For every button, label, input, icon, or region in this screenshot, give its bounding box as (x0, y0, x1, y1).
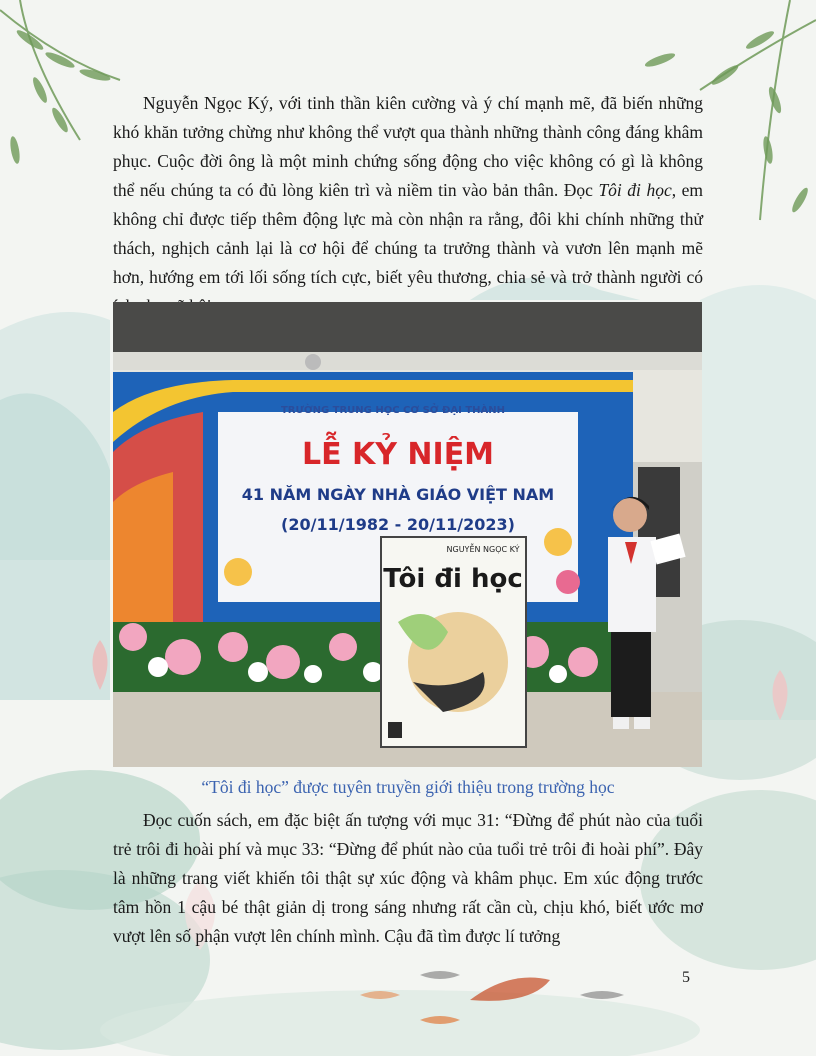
poster-title: Tôi đi học (383, 564, 523, 594)
banner-subtitle: 41 NĂM NGÀY NHÀ GIÁO VIỆT NAM (241, 485, 555, 504)
paragraph-2-text: Đọc cuốn sách, em đặc biệt ấn tượng với mục 31: “Đừng để phút nào của tuổi trẻ trôi đi hoài phí và mục 33: “Đừng để phút nào của tuổi trẻ trôi đi hoài phí”. Đây là những trang viết khiến tôi thật sự xúc động và khâm phục. Em xúc động trước tâm hồn 1 cậu bé thật giản dị trong sáng nhưng rất cần cù, chịu khó, biết ước mơ vượt lên số phận vượt lên chính mình. Cậu đã tìm được lí tưởng (113, 810, 703, 946)
banner-dates: (20/11/1982 - 20/11/2023) (281, 515, 515, 534)
event-photo-illustration (113, 302, 702, 767)
book-title-italic: Tôi đi học (598, 180, 672, 200)
photo-caption: “Tôi đi học” được tuyên truyền giới thiệu trong trường học (201, 777, 615, 797)
paragraph-1-text-end: , em không chỉ được tiếp thêm động lực mà còn nhận ra rằng, đôi khi chính những thử thách, nghịch cảnh lại là cơ hội để chúng ta trưởng thành và vươn lên mạnh mẽ hơn, hướng em tới lối sống tích cực, biết yêu thương, chia sẻ và trở thành người có (113, 180, 703, 287)
paragraph-1-text: Nguyễn Ngọc Ký, với tinh thần kiên cường và ý chí mạnh mẽ, đã biến những khó khăn tưởng chừng như không thể vượt qua thành những thành công đáng khâm phục. Cuộc đời ông là một minh chứng sống động cho việc không có gì là không thể nếu chúng ta có đủ lòng kiên trì và niềm tin vào bản thân. Đọc (113, 93, 703, 200)
page-number: 5 (682, 969, 690, 986)
event-photo (113, 302, 702, 767)
ceiling-light-icon (305, 354, 321, 370)
school-name: TRƯỜNG TRUNG HỌC CƠ SỞ ĐẠI THÀNH (280, 405, 506, 416)
body-paragraph-2 (113, 806, 703, 951)
banner-title: LỄ KỶ NIỆM (301, 437, 495, 472)
facebook-icon (388, 722, 402, 738)
body-paragraph-1 (113, 89, 703, 321)
poster-author: NGUYỄN NGỌC KÝ (446, 545, 520, 554)
